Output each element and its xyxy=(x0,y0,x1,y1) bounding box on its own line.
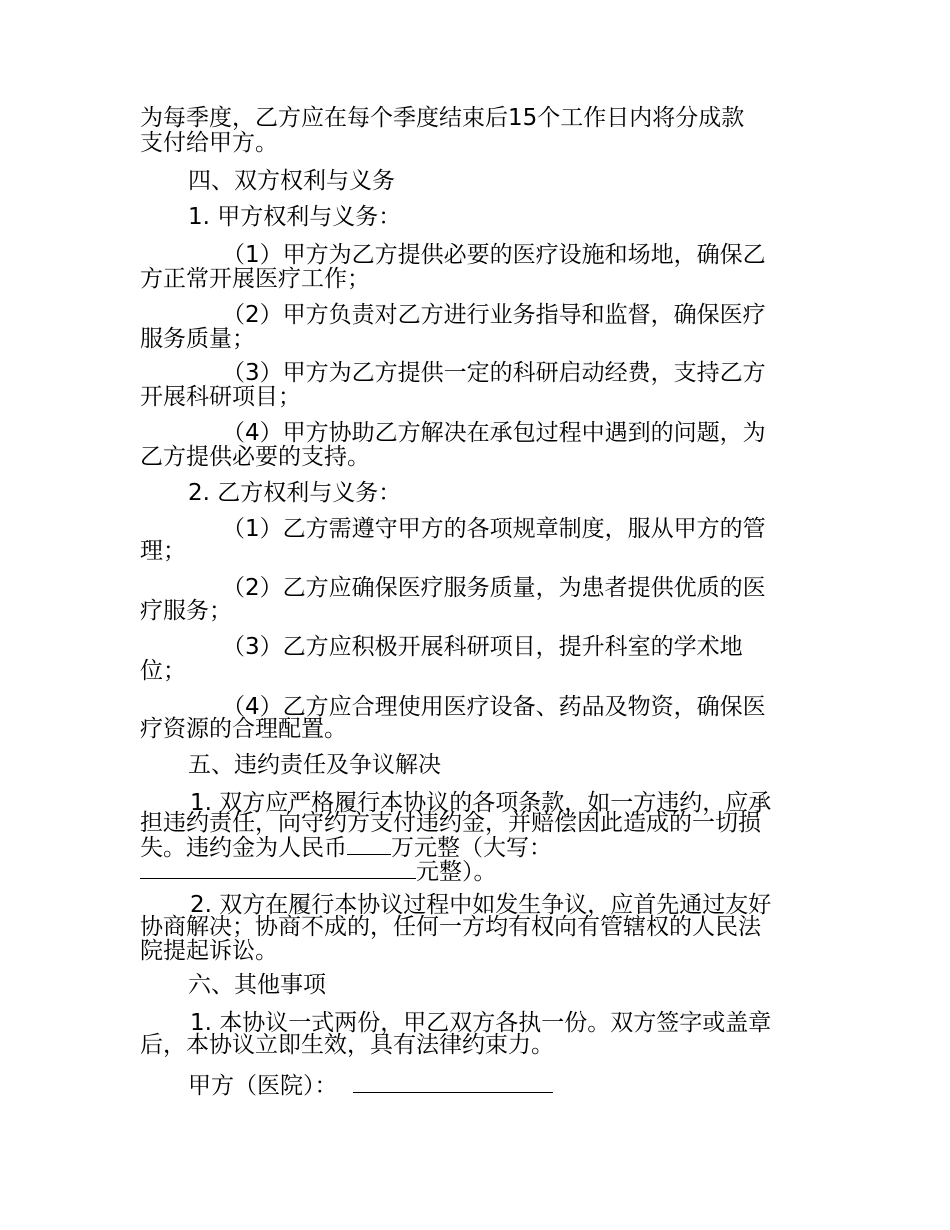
list-item-line: （2）乙方应确保医疗服务质量，为患者提供优质的医 xyxy=(222,575,766,601)
clause-line: 协商解决；协商不成的，任何一方均有权向有管辖权的人民法 xyxy=(140,914,761,940)
list-item-line: 位； xyxy=(140,658,186,684)
subsection-heading: 1. 甲方权利与义务： xyxy=(188,204,402,230)
list-item-line: （3）甲方为乙方提供一定的科研启动经费，支持乙方 xyxy=(222,360,766,386)
list-item-line: 方正常开展医疗工作； xyxy=(140,266,370,292)
list-item-line: （1）甲方为乙方提供必要的医疗设施和场地，确保乙 xyxy=(222,242,766,268)
blank-field xyxy=(347,832,391,855)
list-item-line: 服务质量； xyxy=(140,326,255,352)
signature-blank xyxy=(353,1070,553,1093)
list-item-line: （2）甲方负责对乙方进行业务指导和监督，确保医疗 xyxy=(222,302,766,328)
list-item-line: 开展科研项目； xyxy=(140,384,301,410)
clause-line: 2. 双方在履行本协议过程中如发生争议，应首先通过友好 xyxy=(190,892,772,918)
section-heading: 五、违约责任及争议解决 xyxy=(188,752,441,778)
clause-line: 院提起诉讼。 xyxy=(140,938,278,964)
clause-line: 1. 双方应严格履行本协议的各项条款，如一方违约，应承 xyxy=(190,790,772,816)
list-item-line: 理； xyxy=(140,538,186,564)
clause-line: 后，本协议立即生效，具有法律约束力。 xyxy=(140,1032,554,1058)
list-item-line: 疗资源的合理配置。 xyxy=(140,716,347,742)
signature-label: 甲方（医院）： xyxy=(188,1073,338,1099)
list-item-line: （1）乙方需遵守甲方的各项规章制度，服从甲方的管 xyxy=(222,516,766,542)
list-item-line: （4）乙方应合理使用医疗设备、药品及物资，确保医 xyxy=(222,694,766,720)
clause-line: 1. 本协议一式两份，甲乙双方各执一份。双方签字或盖章 xyxy=(190,1010,772,1036)
clause-text: 失。违约金为人民币 xyxy=(140,835,347,861)
paragraph-line: 为每季度，乙方应在每个季度结束后15个工作日内将分成款 xyxy=(140,105,745,131)
paragraph-line: 支付给甲方。 xyxy=(140,130,278,156)
clause-text: 万元整（大写： xyxy=(391,835,552,861)
list-item-line: 疗服务； xyxy=(140,598,232,624)
subsection-heading: 2. 乙方权利与义务： xyxy=(188,480,402,506)
section-heading: 四、双方权利与义务 xyxy=(188,168,395,194)
list-item-line: （3）乙方应积极开展科研项目，提升科室的学术地 xyxy=(222,634,743,660)
list-item-line: 乙方提供必要的支持。 xyxy=(140,444,370,470)
blank-field xyxy=(140,856,416,879)
clause-text: 元整）。 xyxy=(416,859,497,885)
signature-line xyxy=(188,1070,868,1099)
clause-line: 担违约责任，向守约方支付违约金，并赔偿因此造成的一切损 xyxy=(140,810,761,836)
clause-line xyxy=(140,856,820,885)
list-item-line: （4）甲方协助乙方解决在承包过程中遇到的问题，为 xyxy=(222,420,766,446)
section-heading: 六、其他事项 xyxy=(188,972,326,998)
